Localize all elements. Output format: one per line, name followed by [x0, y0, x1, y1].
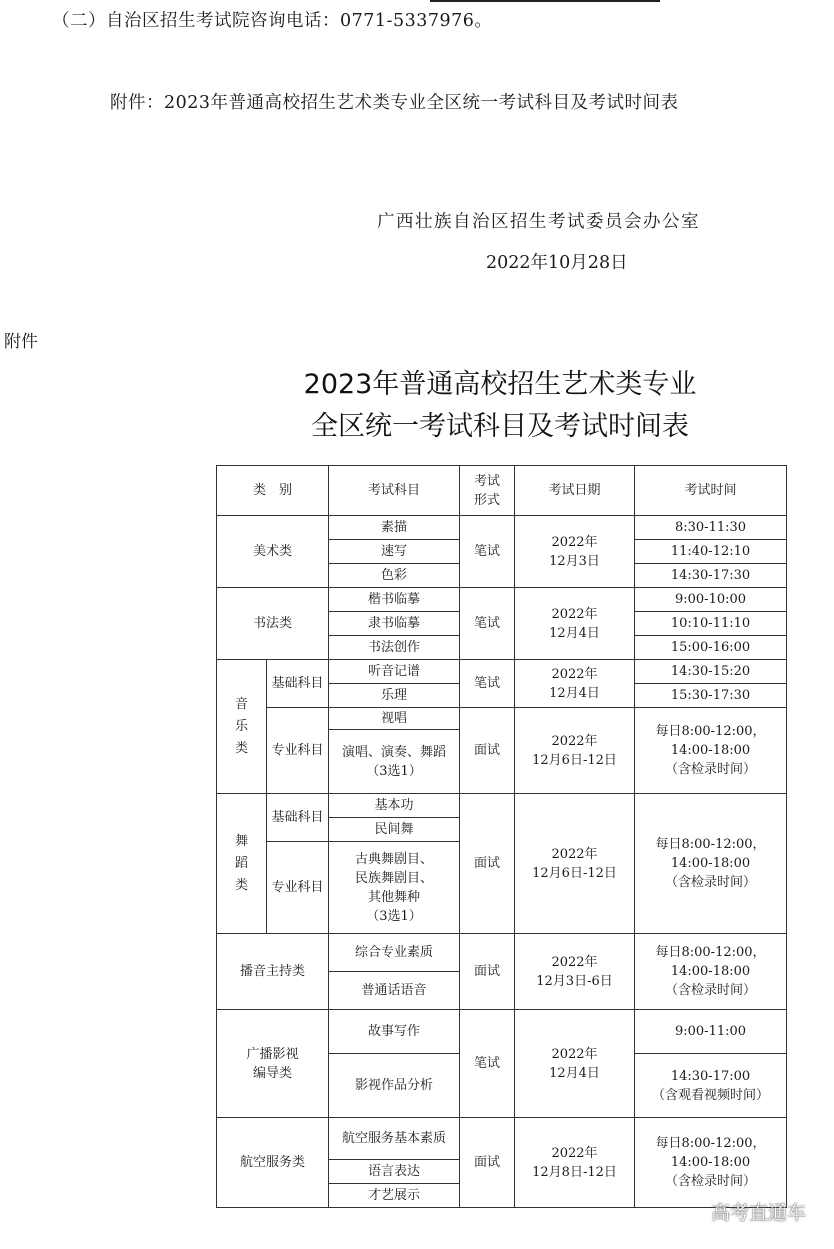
subject-cell: 影视作品分析	[329, 1054, 460, 1118]
subject-cell: 视唱	[329, 708, 460, 730]
header-category: 类 别	[217, 466, 329, 516]
header-time: 考试时间	[635, 466, 787, 516]
header-date: 考试日期	[515, 466, 635, 516]
time-cell: 9:00-10:00	[635, 588, 787, 612]
subject-cell: 基本功	[329, 794, 460, 818]
header-form: 考试 形式	[460, 466, 515, 516]
category-aviation: 航空服务类	[217, 1118, 329, 1208]
subject-cell: 才艺展示	[329, 1184, 460, 1208]
attachment-reference: 附件：2023年普通高校招生艺术类专业全区统一考试科目及考试时间表	[110, 93, 679, 113]
consult-phone-line: （二）自治区招生考试院咨询电话：0771-5337976。	[52, 11, 493, 31]
dance-major-label: 专业科目	[267, 842, 329, 934]
time-cell: 8:30-11:30	[635, 516, 787, 540]
date-cell: 2022年 12月6日-12日	[515, 794, 635, 934]
table-row	[217, 588, 787, 612]
table-row	[217, 794, 787, 818]
time-cell: 每日8:00-12:00， 14:00-18:00 （含检录时间）	[635, 708, 787, 794]
subject-cell: 素描	[329, 516, 460, 540]
subject-cell: 听音记谱	[329, 660, 460, 684]
watermark-logo-text: 高考直通车	[710, 1202, 806, 1224]
form-cell: 笔试	[460, 588, 515, 660]
subject-cell: 楷书临摹	[329, 588, 460, 612]
table-title-line2: 全区统一考试科目及考试时间表	[311, 411, 689, 442]
subject-cell: 速写	[329, 540, 460, 564]
form-cell: 面试	[460, 794, 515, 934]
form-cell: 笔试	[460, 660, 515, 708]
table-row	[217, 1010, 787, 1054]
table-header-row	[217, 466, 787, 516]
form-cell: 面试	[460, 708, 515, 794]
form-cell: 面试	[460, 1118, 515, 1208]
date-cell: 2022年 12月4日	[515, 588, 635, 660]
subject-cell: 故事写作	[329, 1010, 460, 1054]
subject-cell: 普通话语音	[329, 972, 460, 1010]
issuing-organization: 广西壮族自治区招生考试委员会办公室	[377, 212, 700, 232]
subject-cell: 书法创作	[329, 636, 460, 660]
table-row	[217, 1118, 787, 1160]
time-cell: 9:00-11:00	[635, 1010, 787, 1054]
subject-cell: 航空服务基本素质	[329, 1118, 460, 1160]
date-cell: 2022年 12月3日	[515, 516, 635, 588]
form-cell: 笔试	[460, 1010, 515, 1118]
subject-cell: 色彩	[329, 564, 460, 588]
time-cell: 11:40-12:10	[635, 540, 787, 564]
subject-cell: 演唱、演奏、舞蹈 （3选1）	[329, 730, 460, 794]
category-film: 广播影视 编导类	[217, 1010, 329, 1118]
time-cell: 每日8:00-12:00， 14:00-18:00 （含检录时间）	[635, 794, 787, 934]
form-cell: 面试	[460, 934, 515, 1010]
time-cell: 14:30-15:20	[635, 660, 787, 684]
category-calligraphy: 书法类	[217, 588, 329, 660]
header-subject: 考试科目	[329, 466, 460, 516]
time-cell: 14:30-17:30	[635, 564, 787, 588]
dance-basic-label: 基础科目	[267, 794, 329, 842]
date-cell: 2022年 12月4日	[515, 660, 635, 708]
subject-cell: 综合专业素质	[329, 934, 460, 972]
category-music: 音 乐 类	[217, 660, 267, 794]
subject-cell: 语言表达	[329, 1160, 460, 1184]
table-row	[217, 516, 787, 540]
table-row	[217, 708, 787, 730]
subject-cell: 乐理	[329, 684, 460, 708]
exam-schedule-table	[216, 465, 787, 1208]
time-cell: 14:30-17:00 （含观看视频时间）	[635, 1054, 787, 1118]
subject-cell: 古典舞剧目、 民族舞剧目、 其他舞种 （3选1）	[329, 842, 460, 934]
date-cell: 2022年 12月6日-12日	[515, 708, 635, 794]
music-basic-label: 基础科目	[267, 660, 329, 708]
category-dance: 舞 蹈 类	[217, 794, 267, 934]
time-cell: 每日8:00-12:00， 14:00-18:00 （含检录时间）	[635, 934, 787, 1010]
category-broadcast: 播音主持类	[217, 934, 329, 1010]
table-title-line1: 2023年普通高校招生艺术类专业	[303, 369, 697, 400]
form-cell: 笔试	[460, 516, 515, 588]
table-row	[217, 660, 787, 684]
top-rule	[430, 0, 660, 2]
music-major-label: 专业科目	[267, 708, 329, 794]
date-cell: 2022年 12月4日	[515, 1010, 635, 1118]
time-cell: 15:30-17:30	[635, 684, 787, 708]
subject-cell: 民间舞	[329, 818, 460, 842]
time-cell: 每日8:00-12:00， 14:00-18:00 （含检录时间）	[635, 1118, 787, 1208]
table-row	[217, 934, 787, 972]
date-cell: 2022年 12月3日-6日	[515, 934, 635, 1010]
time-cell: 15:00-16:00	[635, 636, 787, 660]
category-art: 美术类	[217, 516, 329, 588]
issue-date: 2022年10月28日	[486, 253, 628, 273]
time-cell: 10:10-11:10	[635, 612, 787, 636]
subject-cell: 隶书临摹	[329, 612, 460, 636]
attachment-label: 附件	[4, 332, 38, 352]
date-cell: 2022年 12月8日-12日	[515, 1118, 635, 1208]
